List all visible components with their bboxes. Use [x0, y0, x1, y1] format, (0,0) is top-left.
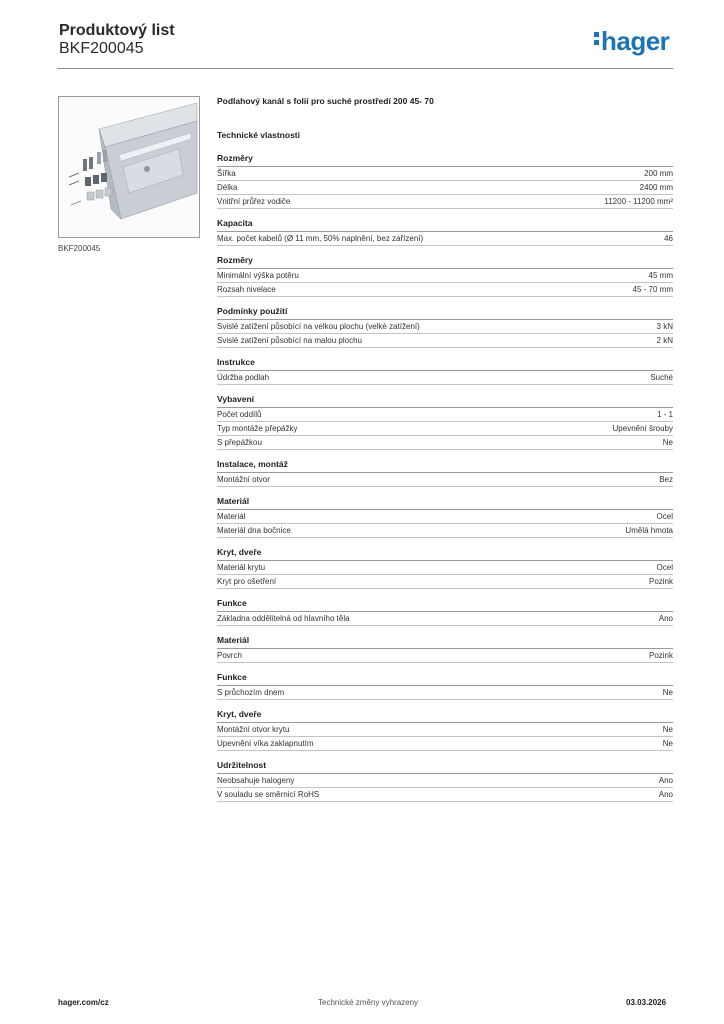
spec-label: Minimální výška potěru	[217, 271, 299, 280]
spec-value: Upevnění šrouby	[612, 424, 673, 433]
product-image	[58, 96, 200, 238]
spec-row	[217, 649, 673, 663]
spec-value: 45 mm	[648, 271, 673, 280]
spec-value: Suché	[650, 373, 673, 382]
spec-section	[217, 598, 673, 626]
spec-row	[217, 195, 673, 209]
spec-row	[217, 334, 673, 348]
spec-row	[217, 371, 673, 385]
spec-sections	[217, 153, 673, 802]
section-title: Funkce	[217, 598, 673, 612]
spec-value: Ano	[658, 614, 673, 623]
spec-value: Ano	[658, 790, 673, 799]
document-header	[59, 22, 175, 58]
footer-website: hager.com/cz	[58, 998, 109, 1007]
spec-row	[217, 737, 673, 751]
spec-section	[217, 306, 673, 348]
section-title: Udržitelnost	[217, 760, 673, 774]
spec-label: Vnitřní průřez vodiče	[217, 197, 291, 206]
spec-label: Rozsah nivelace	[217, 285, 276, 294]
spec-label: Svislé zatížení působící na malou plochu	[217, 336, 362, 345]
logo-text: hager	[601, 26, 670, 56]
spec-value: 46	[664, 234, 673, 243]
spec-row	[217, 320, 673, 334]
spec-row	[217, 723, 673, 737]
spec-value: Ocel	[656, 563, 673, 572]
product-code: BKF200045	[59, 40, 144, 57]
spec-section	[217, 672, 673, 700]
section-title: Materiál	[217, 635, 673, 649]
spec-label: Šířka	[217, 169, 236, 178]
section-title: Instrukce	[217, 357, 673, 371]
section-title: Kapacita	[217, 218, 673, 232]
spec-value: 11200 - 11200 mm²	[604, 197, 673, 206]
spec-value: Ocel	[656, 512, 673, 521]
spec-row	[217, 269, 673, 283]
spec-section	[217, 357, 673, 385]
spec-row	[217, 408, 673, 422]
spec-row	[217, 686, 673, 700]
section-title: Podmínky použití	[217, 306, 673, 320]
spec-row	[217, 232, 673, 246]
spec-value: Pozink	[648, 651, 673, 660]
spec-value: 2400 mm	[639, 183, 673, 192]
spec-value: Ne	[662, 739, 673, 748]
spec-value: 45 - 70 mm	[632, 285, 673, 294]
spec-section	[217, 709, 673, 751]
spec-value: 1 - 1	[656, 410, 673, 419]
product-name: Podlahový kanál s folií pro suché prostředí 200 45- 70	[217, 96, 434, 106]
spec-row	[217, 422, 673, 436]
spec-label: Počet oddílů	[217, 410, 262, 419]
spec-row	[217, 436, 673, 450]
spec-row	[217, 473, 673, 487]
spec-label: Max. počet kabelů (Ø 11 mm, 50% naplnění, bez zařízení)	[217, 234, 424, 243]
spec-label: V souladu se směrnicí RoHS	[217, 790, 320, 799]
brand-logo	[594, 27, 669, 55]
spec-label: Svislé zatížení působící na velkou plochu (velké zatížení)	[217, 322, 420, 331]
section-title: Rozměry	[217, 153, 673, 167]
spec-section	[217, 459, 673, 487]
section-title: Instalace, montáž	[217, 459, 673, 473]
section-title: Funkce	[217, 672, 673, 686]
spec-label: Povrch	[217, 651, 242, 660]
spec-label: Neobsahuje halogeny	[217, 776, 295, 785]
spec-section	[217, 496, 673, 538]
spec-row	[217, 167, 673, 181]
spec-label: Základna oddělitelná od hlavního těla	[217, 614, 350, 623]
spec-label: Montážní otvor	[217, 475, 270, 484]
specifications	[217, 96, 673, 811]
spec-row	[217, 283, 673, 297]
spec-section	[217, 394, 673, 450]
section-title: Kryt, dveře	[217, 709, 673, 723]
spec-value: 2 kN	[656, 336, 673, 345]
spec-row	[217, 788, 673, 802]
spec-value: Umělá hmota	[625, 526, 673, 535]
spec-row	[217, 524, 673, 538]
spec-label: S přepážkou	[217, 438, 262, 447]
spec-label: Kryt pro ošetření	[217, 577, 277, 586]
section-title: Rozměry	[217, 255, 673, 269]
logo-dots	[594, 29, 600, 48]
spec-value: 200 mm	[644, 169, 673, 178]
spec-row	[217, 612, 673, 626]
spec-row	[217, 510, 673, 524]
section-title: Kryt, dveře	[217, 547, 673, 561]
spec-section	[217, 547, 673, 589]
header-divider	[57, 68, 673, 69]
document-title: Produktový list	[59, 22, 175, 39]
spec-section	[217, 153, 673, 209]
spec-row	[217, 181, 673, 195]
spec-label: Délka	[217, 183, 238, 192]
technical-properties-heading: Technické vlastnosti	[217, 130, 300, 140]
spec-section	[217, 218, 673, 246]
spec-value: Bez	[659, 475, 673, 484]
spec-value: Ne	[662, 438, 673, 447]
footer-note: Technické změny vyhrazeny	[318, 998, 419, 1007]
spec-value: Ne	[662, 725, 673, 734]
footer-date: 03.03.2026	[626, 998, 667, 1007]
spec-label: S průchozím dnem	[217, 688, 285, 697]
spec-section	[217, 760, 673, 802]
spec-row	[217, 561, 673, 575]
spec-value: Ne	[662, 688, 673, 697]
floor-channel-illustration	[59, 97, 199, 237]
spec-row	[217, 575, 673, 589]
spec-label: Údržba podlah	[217, 373, 270, 382]
spec-section	[217, 635, 673, 663]
spec-value: Ano	[658, 776, 673, 785]
spec-value: Pozink	[648, 577, 673, 586]
section-title: Materiál	[217, 496, 673, 510]
spec-section	[217, 255, 673, 297]
spec-label: Montážní otvor krytu	[217, 725, 290, 734]
spec-label: Materiál dna bočnice	[217, 526, 291, 535]
spec-value: 3 kN	[656, 322, 673, 331]
spec-label: Materiál krytu	[217, 563, 266, 572]
spec-label: Upevnění víka zaklapnutím	[217, 739, 314, 748]
image-caption: BKF200045	[58, 244, 101, 253]
spec-label: Typ montáže přepážky	[217, 424, 298, 433]
spec-row	[217, 774, 673, 788]
section-title: Vybavení	[217, 394, 673, 408]
spec-label: Materiál	[217, 512, 246, 521]
